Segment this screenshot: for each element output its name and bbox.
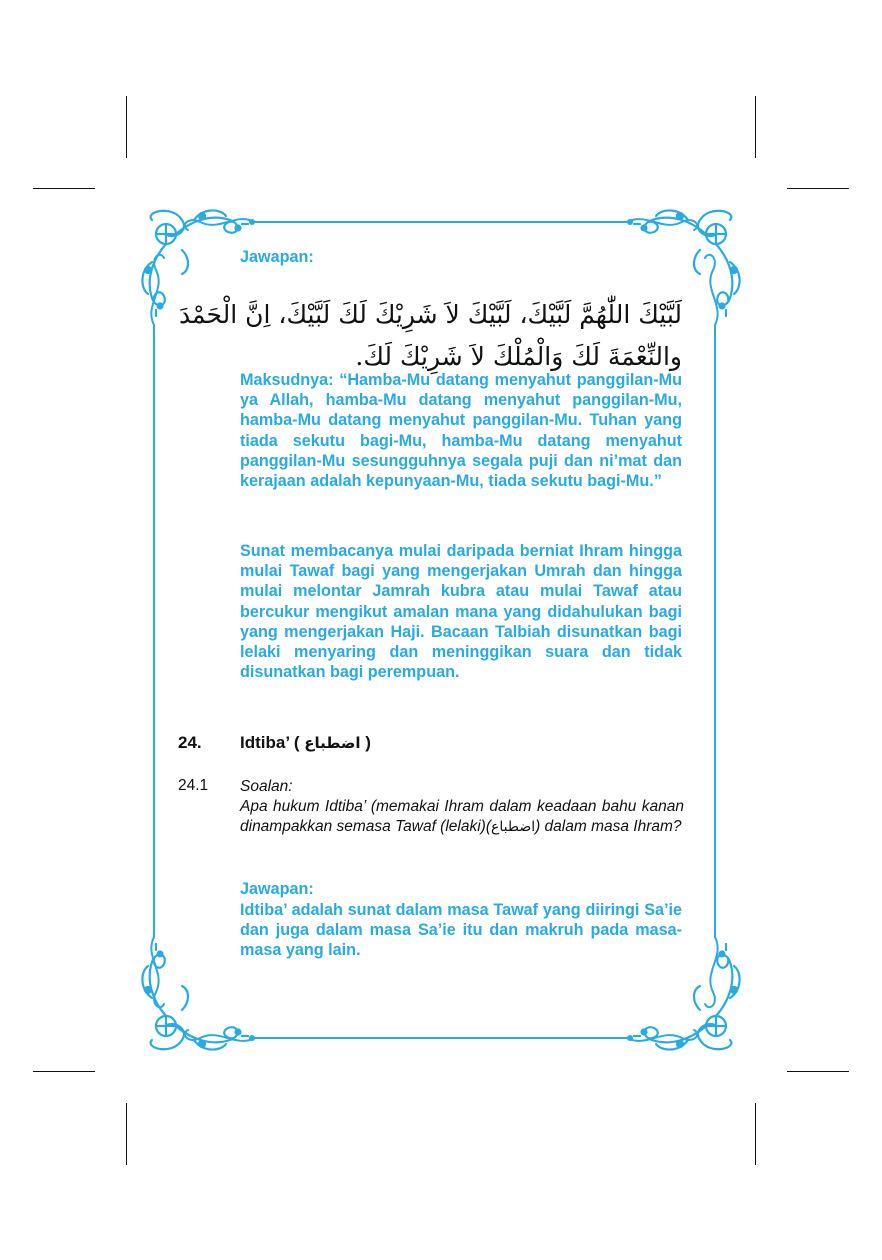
question-arabic: اضطباع bbox=[490, 819, 536, 836]
question-number: 24.1 bbox=[178, 777, 209, 794]
question-label: Soalan: bbox=[240, 778, 293, 795]
talbiah-sunnah-paragraph: Sunat membacanya mulai daripada berniat Ihram hingga mulai Tawaf bagi yang mengerjakan Umrah dan hingga mulai melontar Jamrah kubra atau mulai Tawaf atau bercukur mengikut amalan mana yang didahulukan bagi yang mengerjakan Haji. Bacaan Talbiah disunatkan bagi lelaki menyaring dan meninggikan suara dan tidak disunatkan bagi perempuan. bbox=[240, 542, 682, 682]
answer-label-1: Jawapan: bbox=[240, 248, 314, 266]
section-number: 24. bbox=[178, 733, 202, 752]
answer-label-2: Jawapan: bbox=[240, 880, 314, 898]
section-title-arabic: اضطباع bbox=[304, 734, 361, 752]
answer-text: Idtiba’ adalah sunat dalam masa Tawaf yang diiringi Sa’ie dan juga dalam masa Sa’ie itu dan makruh pada masa-masa yang lain. bbox=[240, 901, 682, 960]
question-text-after: ) dalam masa Ihram? bbox=[535, 818, 682, 836]
question-text bbox=[240, 797, 684, 838]
section-title-text: Idtiba’ ( bbox=[240, 733, 300, 752]
talbiah-arabic-line-2: والنِّعْمَةَ لَكَ وَالْمُلْكَ لاَ شَرِيْكَ لَكَ. bbox=[355, 342, 682, 371]
question-text-before: Apa hukum Idtiba’ (memakai Ihram dalam keadaan bahu kanan dinampakkan semasa Tawaf (lelaki)( bbox=[240, 798, 684, 836]
talbiah-meaning: Maksudnya: “Hamba-Mu datang menyahut panggilan-Mu ya Allah, hamba-Mu datang menyahut panggilan-Mu, hamba-Mu datang menyahut panggilan-Mu. Tuhan yang tiada sekutu bagi-Mu, hamba-Mu datang menyahut panggilan-Mu sesungguhnya segala puji dan ni’mat dan kerajaan adalah kepunyaan-Mu, tiada sekutu bagi-Mu.” bbox=[240, 371, 682, 491]
section-title-close: ) bbox=[365, 733, 371, 752]
section-title bbox=[240, 733, 371, 753]
talbiah-arabic-line-1: لَبَّيْكَ اللّٰهُمَّ لَبَّيْكَ، لَبَّيْكَ لاَ شَرِيْكَ لَكَ لَبَّيْكَ، اِنَّ الْحَمْدَ bbox=[178, 300, 682, 329]
